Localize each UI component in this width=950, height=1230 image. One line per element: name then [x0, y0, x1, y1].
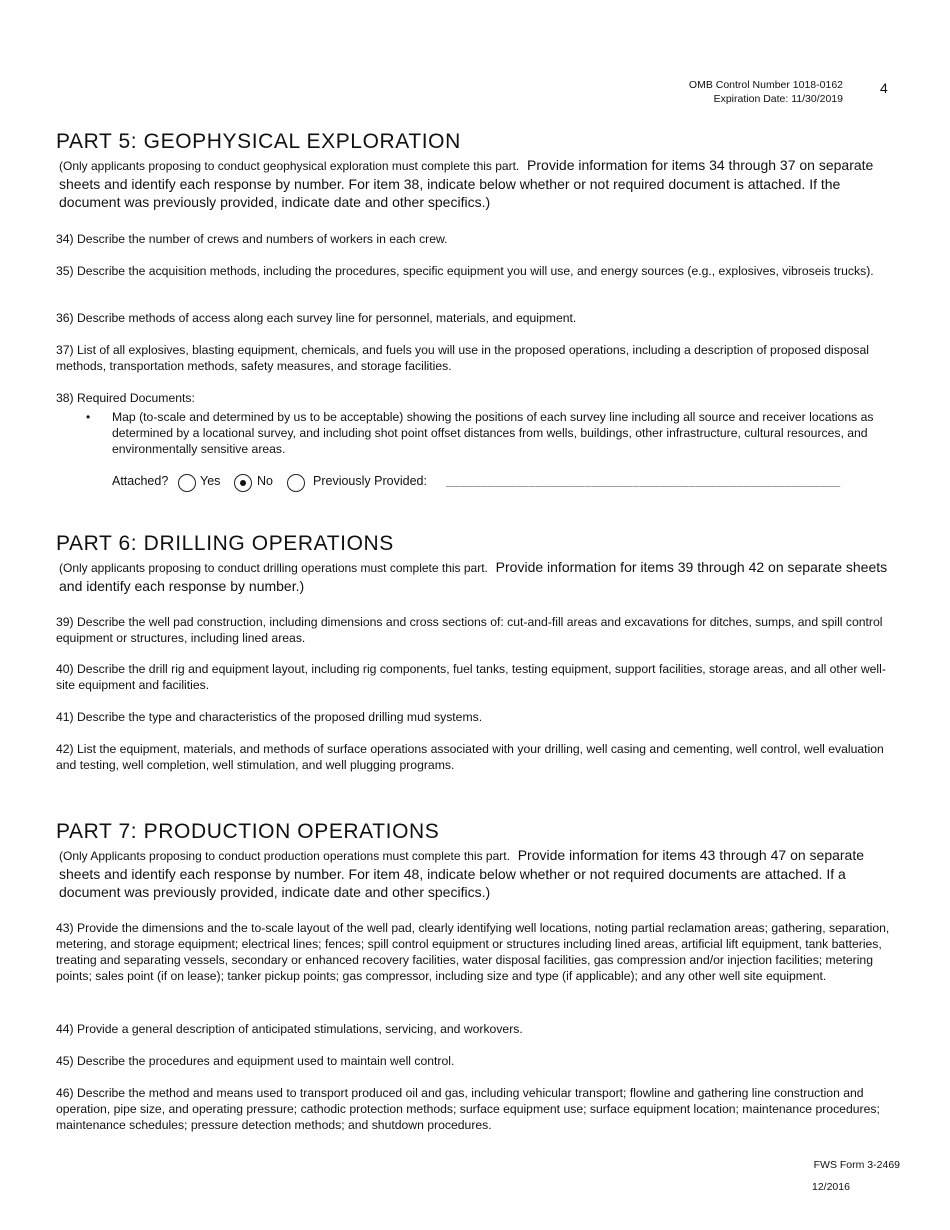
part5-title: PART 5: GEOPHYSICAL EXPLORATION	[56, 130, 461, 153]
item-43: 43) Provide the dimensions and the to-scale layout of the well pad, clearly identifying well locations, noting partial reclamation areas; gathering, separation, metering, and storage equipment; electrical lines; fences; spill control equipment or structures including lined areas, artificial lift equipment, tank batteries, treating and separating vessels, secondary or enhanced recovery facilities, water disposal facilities, gas compression and/or injection facilities; metering points; sales point (if on lease); tanker pickup points; gas compressor, including size and type (if applicable); and any other well site equipment.	[56, 921, 890, 983]
previously-provided-label: Previously Provided:	[313, 474, 427, 488]
item-38: 38) Required Documents:	[56, 391, 195, 405]
form-date: 12/2016	[812, 1181, 850, 1193]
item-46: 46) Describe the method and means used to transport produced oil and gas, including vehicular transport; flowline and gathering line construction and operation, pipe size, and operating pressure; cathodic protection methods; surface equipment use; surface equipment location; maintenance procedures; maintenance schedules; pressure detection methods; and shutdown procedures.	[56, 1086, 880, 1132]
page-number: 4	[880, 80, 888, 96]
omb-control-number: OMB Control Number 1018-0162	[688, 79, 843, 91]
part7-desc-main: Provide information for items 43 through 47 on separate sheets and identify each response by number. For item 48, indicate below whether or not required documents are attached. If a document was previously provided, indicate date and other specifics.)	[59, 847, 865, 900]
item-40: 40) Describe the drill rig and equipment layout, including rig components, fuel tanks, testing equipment, support facilities, storage areas, and all other well-site equipment and facilities.	[56, 662, 886, 692]
previously-provided-radio[interactable]	[287, 474, 305, 492]
part7-title: PART 7: PRODUCTION OPERATIONS	[56, 820, 440, 843]
attached-row	[112, 472, 902, 494]
item-36: 36) Describe methods of access along each survey line for personnel, materials, and equipment.	[56, 311, 577, 325]
item-39: 39) Describe the well pad construction, including dimensions and cross sections of: cut-and-fill areas and excavations for ditches, sumps, and spill control equipment or structures, including lined areas.	[56, 615, 883, 645]
part5-description	[59, 156, 899, 211]
bullet-point-icon: •	[86, 410, 91, 424]
item-34: 34) Describe the number of crews and numbers of workers in each crew.	[56, 232, 448, 246]
yes-label: Yes	[200, 474, 221, 488]
part6-desc-small: (Only applicants proposing to conduct drilling operations must complete this part.	[59, 561, 488, 575]
item-42: 42) List the equipment, materials, and methods of surface operations associated with your drilling, well casing and cementing, well control, well evaluation and testing, well completion, well stimulation, and well plugging programs.	[56, 742, 884, 772]
attached-label: Attached?	[112, 474, 169, 488]
item-41: 41) Describe the type and characteristics of the proposed drilling mud systems.	[56, 710, 483, 724]
part7-desc-small: (Only Applicants proposing to conduct production operations must complete this part.	[59, 849, 510, 863]
omb-header	[600, 78, 843, 106]
item-45: 45) Describe the procedures and equipment used to maintain well control.	[56, 1054, 455, 1068]
form-number: FWS Form 3-2469	[813, 1159, 900, 1171]
part6-description	[59, 558, 899, 595]
attached-no-radio[interactable]	[234, 474, 252, 492]
item-44: 44) Provide a general description of anticipated stimulations, servicing, and workovers.	[56, 1022, 523, 1036]
item-37: 37) List of all explosives, blasting equipment, chemicals, and fuels you will use in the proposed operations, including a description of proposed disposal methods, transportation methods, safety measures, and storage facilities.	[56, 343, 869, 373]
radio-selected-dot	[240, 480, 246, 486]
part7-description	[59, 846, 899, 901]
required-document-map: Map (to-scale and determined by us to be acceptable) showing the positions of each survey line including all source and receiver locations as determined by a locational survey, and including shot point offset distances from wells, buildings, other infrastructure, cultural resources, and environmentally sensitive areas.	[112, 410, 874, 456]
previously-provided-field[interactable]: _________________________________________________________	[446, 474, 841, 487]
no-label: No	[257, 474, 273, 488]
part6-title: PART 6: DRILLING OPERATIONS	[56, 532, 394, 555]
part6-desc-main: Provide information for items 39 through 42 on separate sheets and identify each response by number.)	[59, 559, 888, 594]
expiration-date: Expiration Date: 11/30/2019	[713, 93, 843, 105]
attached-yes-radio[interactable]	[178, 474, 196, 492]
part5-desc-main: Provide information for items 34 through 37 on separate sheets and identify each response by number. For item 38, indicate below whether or not required document is attached. If the document was previously provided, indicate date and other specifics.)	[59, 157, 874, 210]
part5-desc-small: (Only applicants proposing to conduct geophysical exploration must complete this part.	[59, 159, 520, 173]
item-35: 35) Describe the acquisition methods, including the procedures, specific equipment you will use, and energy sources (e.g., explosives, vibroseis trucks).	[56, 264, 874, 278]
